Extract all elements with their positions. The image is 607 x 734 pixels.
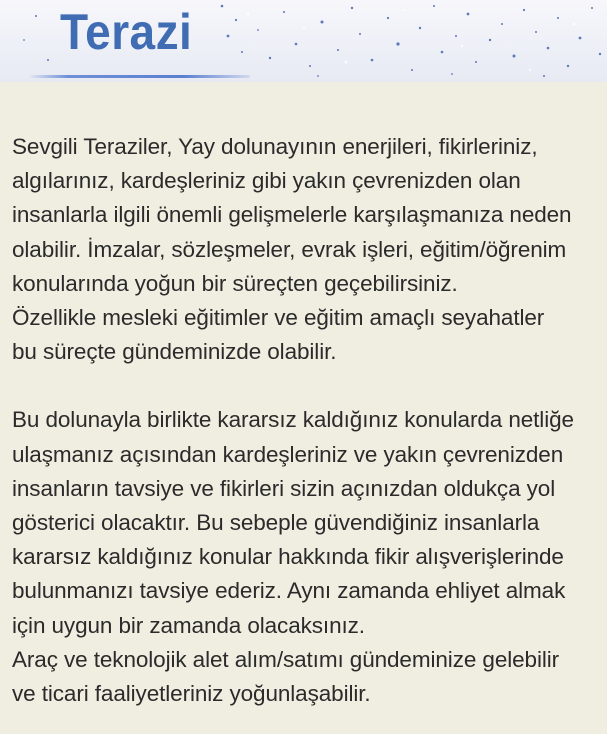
- horoscope-body: [12, 130, 602, 711]
- paragraph-1: Sevgili Teraziler, Yay dolunayının enerjileri, fikirleriniz, algılarınız, kardeşleriniz gibi yakın çevrenizden olan insanlarla ilgili önemli gelişmelerle karşılaşmanıza neden olabilir. İmzalar, sözleşmeler, evrak işleri, eğitim/öğrenim konularında yoğun bir süreçten geçebilirsiniz. Özellikle mesleki eğitimler ve eğitim amaçlı seyahatler bu süreçte gündeminizde olabilir.: [12, 134, 572, 365]
- paragraph-2: Bu dolunayla birlikte kararsız kaldığınız konularda netliğe ulaşmanız açısından kardeşleriniz ve yakın çevrenizden insanların tavsiye ve fikirleri sizin açınızdan oldukça yol gösterici olacaktır. Bu sebeple güvendiğiniz insanlarla kararsız kaldığınız konular hakkında fikir alışverişlerinde bulunmanızı tavsiye ederiz. Aynı zamanda ehliyet almak için uygun bir zamanda olacaksınız. Araç ve teknolojik alet alım/satımı gündeminize gelebilir ve ticari faaliyetleriniz yoğunlaşabilir.: [12, 407, 574, 707]
- header-banner: [0, 0, 607, 82]
- title-underline: [28, 75, 250, 78]
- page-title: Terazi: [60, 4, 193, 60]
